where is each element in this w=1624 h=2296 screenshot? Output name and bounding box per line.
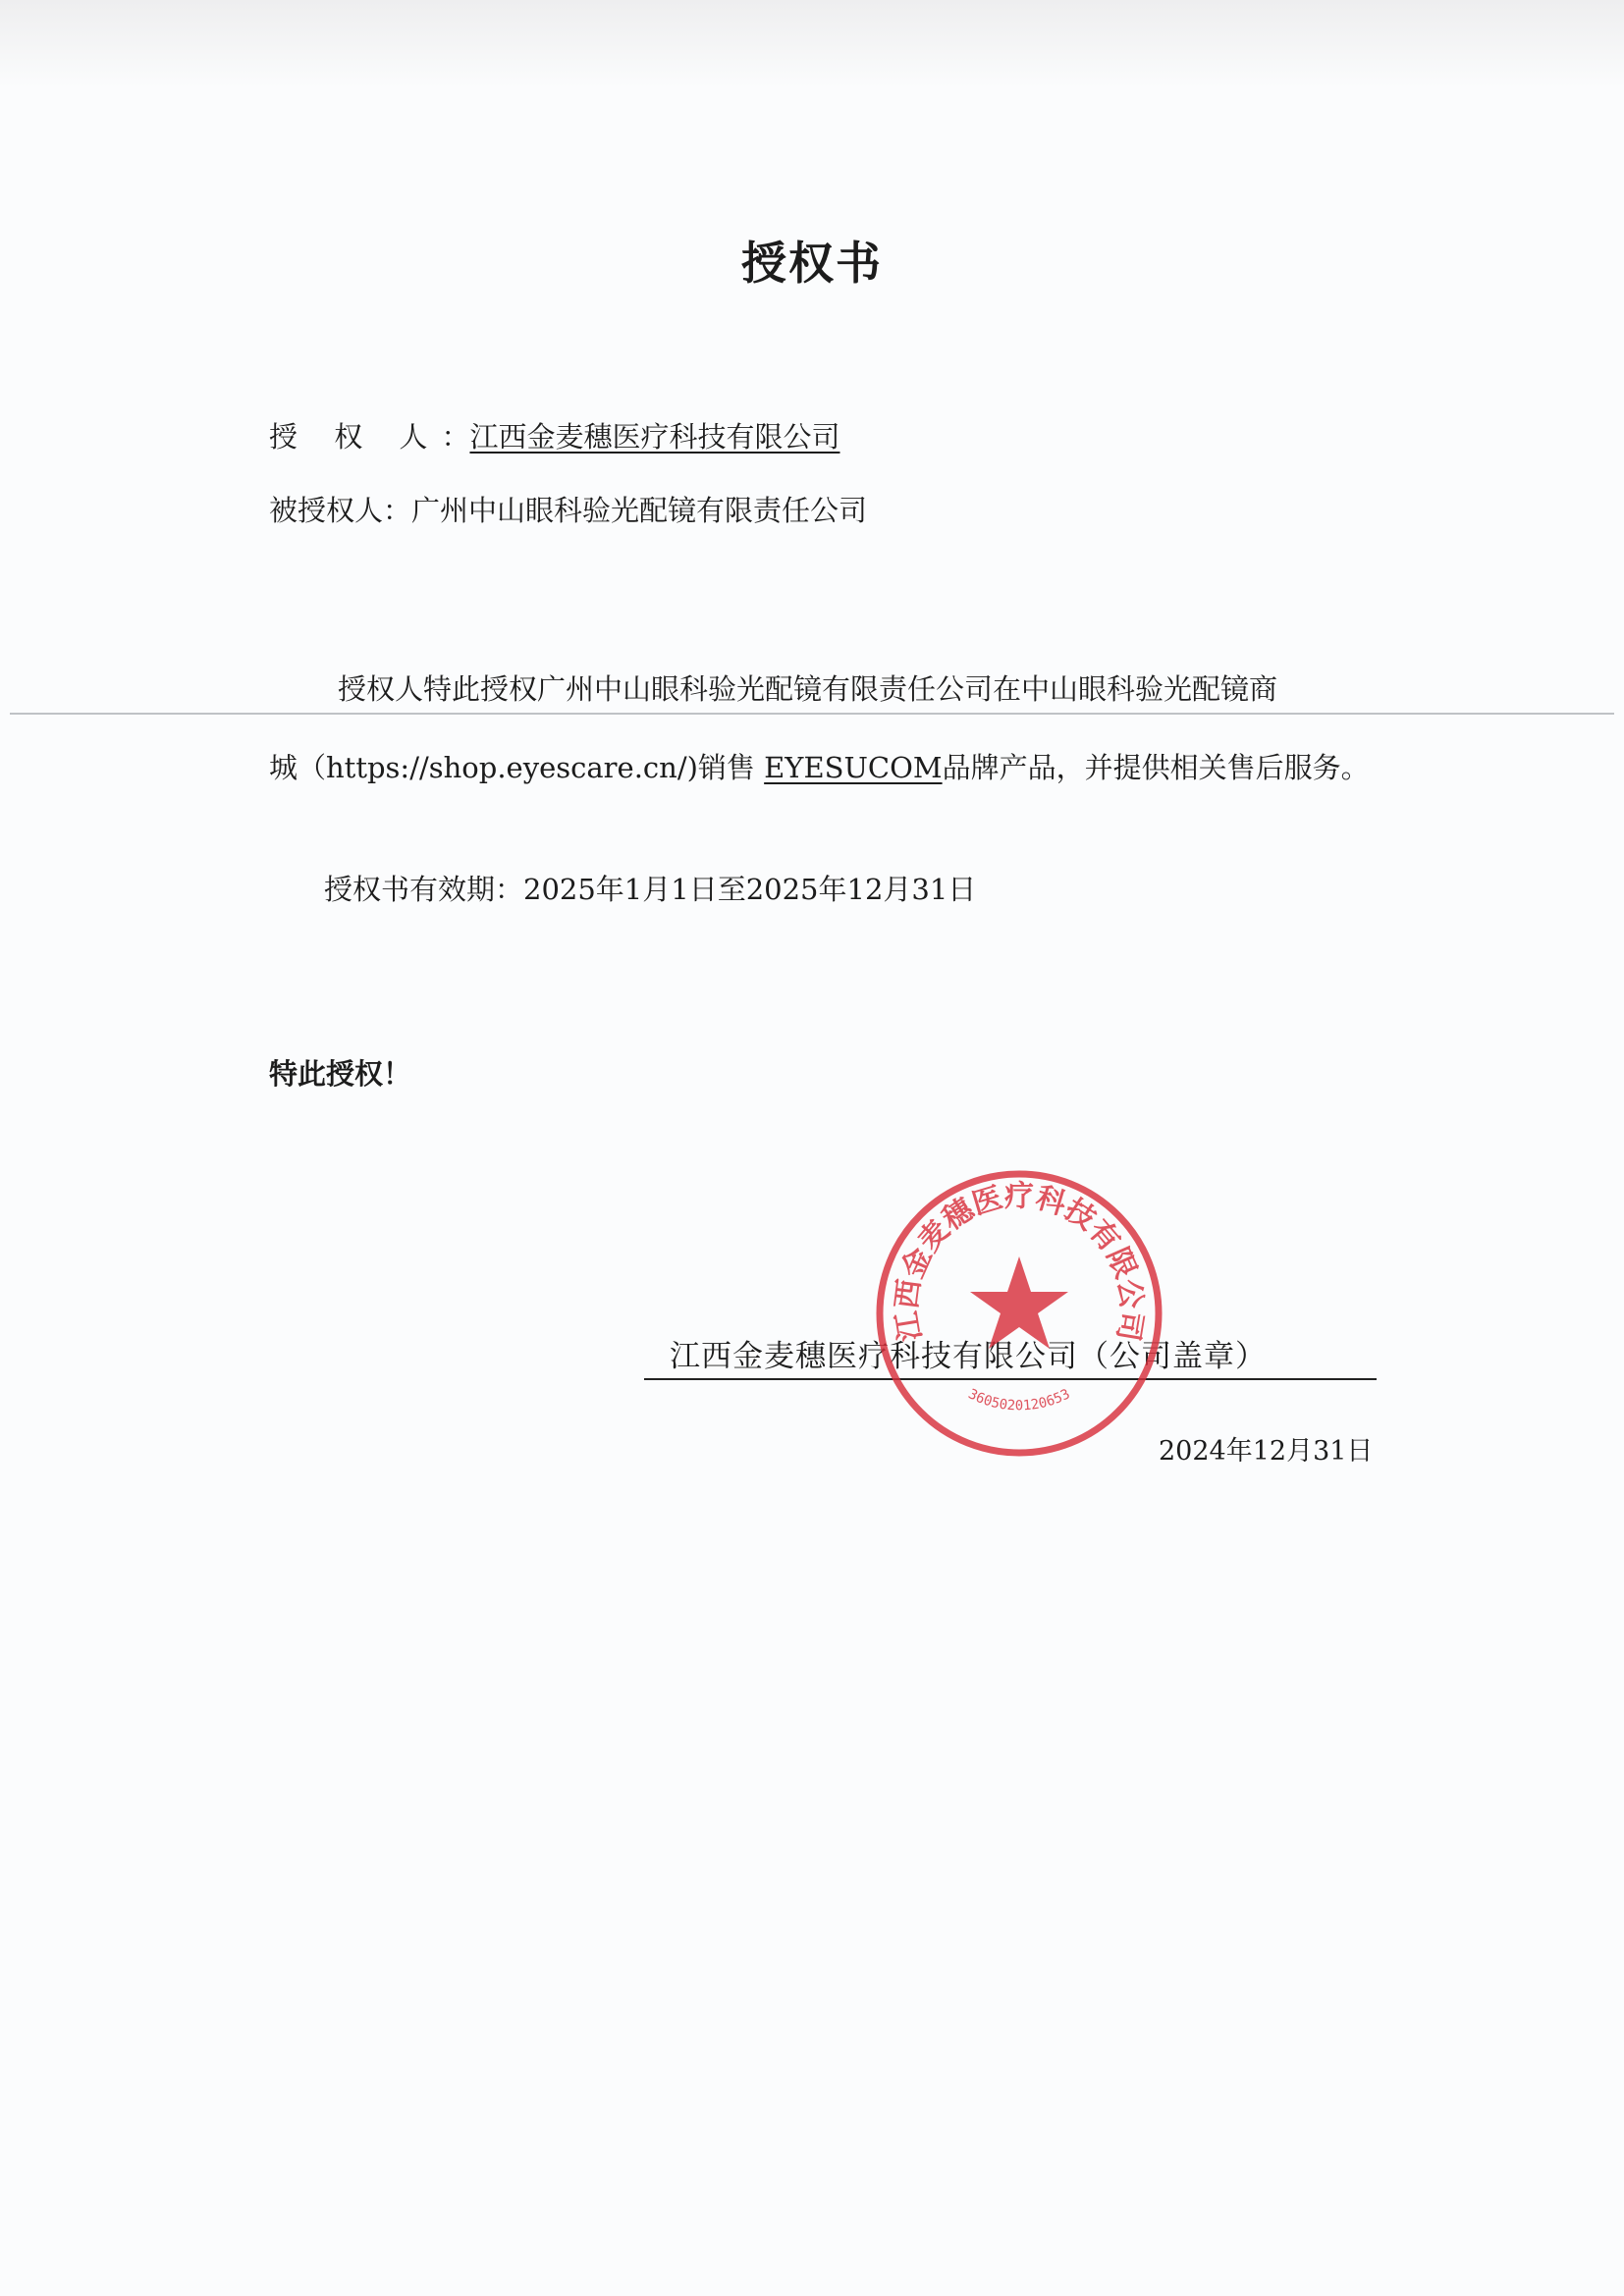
document-title: 授权书 [741,237,883,290]
signature-date: 2024年12月31日 [1159,1436,1374,1467]
brand-name: EYESUCOM [764,751,943,784]
closing-statement: 特此授权！ [269,1057,412,1091]
body-paragraph-line-2 [269,746,1370,786]
grantor-name: 江西金麦穗医疗科技有限公司 [469,420,840,454]
scan-artifact-line [10,713,1614,715]
grantor-separator: ： [441,420,470,454]
grantee-row [269,489,867,529]
grantor-label: 授 权 人 [269,420,442,454]
body-line-2-suffix: 品牌产品，并提供相关售后服务。 [942,751,1370,784]
seal-star-icon [970,1256,1068,1349]
seal-code-text [965,1386,1072,1414]
body-paragraph-line-1: 授权人特此授权广州中山眼科验光配镜有限责任公司在中山眼科验光配镜商 [338,672,1278,706]
company-seal-stamp [872,1166,1166,1461]
seal-code-path: 3605020120653 [965,1386,1073,1415]
grantee-name: 广州中山眼科验光配镜有限责任公司 [411,494,868,527]
scan-shadow [0,0,1624,88]
validity-period: 授权书有效期：2025年1月1日至2025年12月31日 [324,873,977,906]
grantor-row [269,415,839,455]
signature-company: 江西金麦穗医疗科技有限公司（公司盖章） [644,1331,1377,1380]
seal-arc-text-path: 江西金麦穗医疗科技有限公司 [890,1179,1149,1344]
body-line-2-prefix: 城（https://shop.eyescare.cn/)销售 [269,751,765,784]
grantee-label: 被授权人： [269,494,412,527]
